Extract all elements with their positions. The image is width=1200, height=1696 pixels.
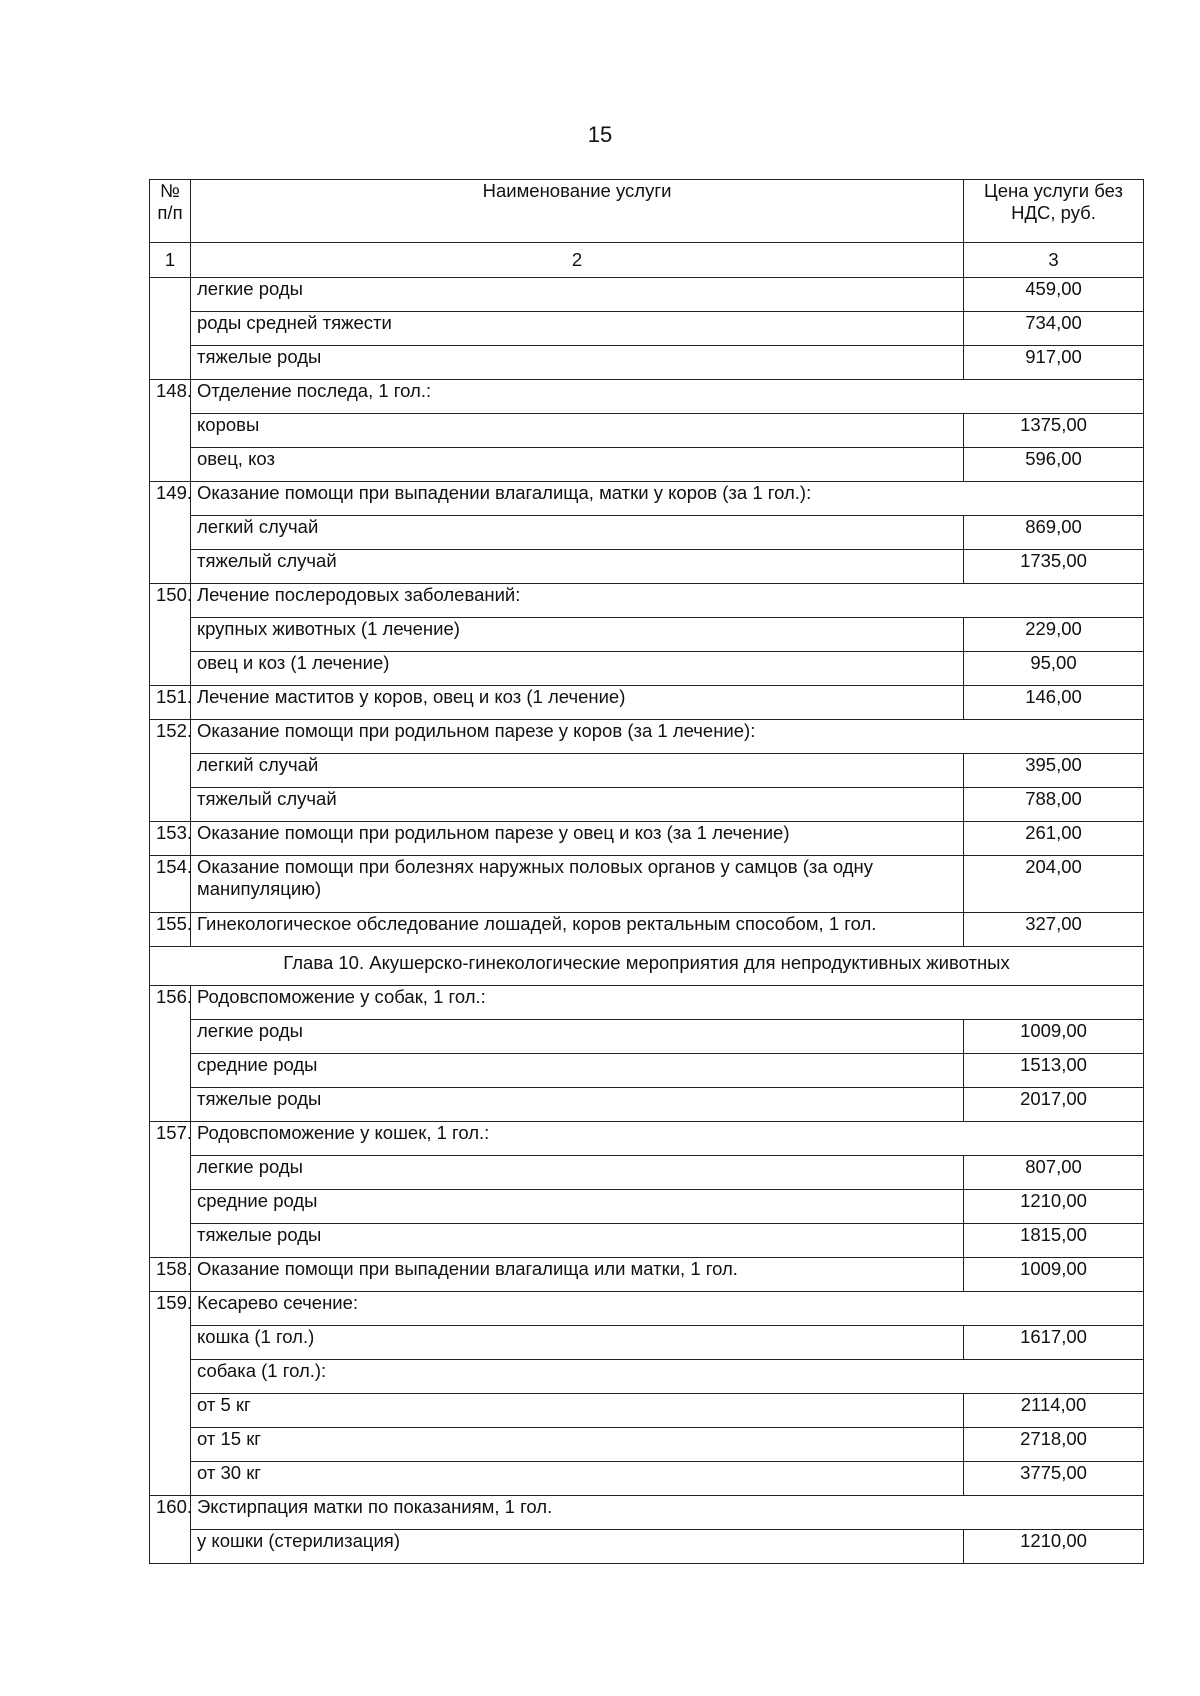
service-price: 229,00: [964, 618, 1144, 652]
row-number: 158.: [150, 1258, 191, 1292]
service-price: 2718,00: [964, 1428, 1144, 1462]
table-row: [150, 1054, 1144, 1088]
service-name: средние роды: [191, 1054, 964, 1088]
service-name: Оказание помощи при выпадении влагалища или матки, 1 гол.: [191, 1258, 964, 1292]
table-row: [150, 720, 1144, 754]
service-name: Оказание помощи при болезнях наружных половых органов у самцов (за одну манипуляцию): [191, 856, 964, 913]
service-name: кошка (1 гол.): [191, 1326, 964, 1360]
chapter-row: [150, 947, 1144, 986]
row-number: 156.: [150, 986, 191, 1122]
table-row: [150, 346, 1144, 380]
table-row: [150, 1428, 1144, 1462]
service-name: овец и коз (1 лечение): [191, 652, 964, 686]
service-name: от 5 кг: [191, 1394, 964, 1428]
table-row: [150, 1530, 1144, 1564]
service-price: 204,00: [964, 856, 1144, 913]
service-name: Отделение последа, 1 гол.:: [191, 380, 1144, 414]
service-name: легкие роды: [191, 1156, 964, 1190]
table-row: [150, 1360, 1144, 1394]
table-row: [150, 448, 1144, 482]
service-name: тяжелый случай: [191, 788, 964, 822]
service-name: овец, коз: [191, 448, 964, 482]
service-name: средние роды: [191, 1190, 964, 1224]
service-name: от 30 кг: [191, 1462, 964, 1496]
service-price: 3775,00: [964, 1462, 1144, 1496]
row-number: 160.: [150, 1496, 191, 1564]
row-number: [150, 278, 191, 380]
service-price: 869,00: [964, 516, 1144, 550]
service-name: тяжелый случай: [191, 550, 964, 584]
table-row: [150, 686, 1144, 720]
service-name: Кесарево сечение:: [191, 1292, 1144, 1326]
row-number: 153.: [150, 822, 191, 856]
table-row: [150, 986, 1144, 1020]
table-row: [150, 1462, 1144, 1496]
table-row: [150, 1190, 1144, 1224]
service-price: 788,00: [964, 788, 1144, 822]
service-name: Лечение маститов у коров, овец и коз (1 лечение): [191, 686, 964, 720]
header-row: [150, 180, 1144, 243]
table-row: [150, 516, 1144, 550]
table-row: [150, 1156, 1144, 1190]
column-index: 2: [191, 243, 964, 278]
table-row: [150, 1292, 1144, 1326]
service-name: Родовспоможение у собак, 1 гол.:: [191, 986, 1144, 1020]
service-price: 917,00: [964, 346, 1144, 380]
table-row: [150, 856, 1144, 913]
table-row: [150, 1394, 1144, 1428]
service-name: у кошки (стерилизация): [191, 1530, 964, 1564]
table-row: [150, 1224, 1144, 1258]
service-name: собака (1 гол.):: [191, 1360, 1144, 1394]
service-price: 395,00: [964, 754, 1144, 788]
service-price: 2114,00: [964, 1394, 1144, 1428]
column-index-row: [150, 243, 1144, 278]
table-row: [150, 1326, 1144, 1360]
service-name: легкие роды: [191, 278, 964, 312]
service-price: 1210,00: [964, 1530, 1144, 1564]
service-name: легкий случай: [191, 516, 964, 550]
service-name: крупных животных (1 лечение): [191, 618, 964, 652]
header-name: Наименование услуги: [191, 180, 964, 243]
row-number: 157.: [150, 1122, 191, 1258]
page-number: 15: [587, 122, 613, 147]
service-price: 734,00: [964, 312, 1144, 346]
service-price: 2017,00: [964, 1088, 1144, 1122]
service-price: 1617,00: [964, 1326, 1144, 1360]
price-table: [149, 179, 1144, 1564]
table-row: [150, 1088, 1144, 1122]
service-price: 1513,00: [964, 1054, 1144, 1088]
table-row: [150, 913, 1144, 947]
service-name: Экстирпация матки по показаниям, 1 гол.: [191, 1496, 1144, 1530]
service-name: Оказание помощи при родильном парезе у овец и коз (за 1 лечение): [191, 822, 964, 856]
table-row: [150, 788, 1144, 822]
service-price: 261,00: [964, 822, 1144, 856]
column-index: 1: [150, 243, 191, 278]
table-row: [150, 1020, 1144, 1054]
row-number: 151.: [150, 686, 191, 720]
row-number: 152.: [150, 720, 191, 822]
chapter-title: Глава 10. Акушерско-гинекологические мероприятия для непродуктивных животных: [150, 947, 1144, 986]
service-name: тяжелые роды: [191, 1224, 964, 1258]
column-index: 3: [964, 243, 1144, 278]
service-price: 1009,00: [964, 1020, 1144, 1054]
table-row: [150, 482, 1144, 516]
table-row: [150, 380, 1144, 414]
service-name: Лечение послеродовых заболеваний:: [191, 584, 1144, 618]
row-number: 148.: [150, 380, 191, 482]
service-name: легкие роды: [191, 1020, 964, 1054]
service-price: 1735,00: [964, 550, 1144, 584]
service-name: тяжелые роды: [191, 346, 964, 380]
service-name: Гинекологическое обследование лошадей, коров ректальным способом, 1 гол.: [191, 913, 964, 947]
service-name: Родовспоможение у кошек, 1 гол.:: [191, 1122, 1144, 1156]
service-price: 807,00: [964, 1156, 1144, 1190]
service-name: Оказание помощи при родильном парезе у коров (за 1 лечение):: [191, 720, 1144, 754]
service-price: 327,00: [964, 913, 1144, 947]
service-name: от 15 кг: [191, 1428, 964, 1462]
table-row: [150, 278, 1144, 312]
service-name: тяжелые роды: [191, 1088, 964, 1122]
service-name: роды средней тяжести: [191, 312, 964, 346]
service-price: 1210,00: [964, 1190, 1144, 1224]
service-price: 1009,00: [964, 1258, 1144, 1292]
table-row: [150, 618, 1144, 652]
row-number: 154.: [150, 856, 191, 913]
row-number: 149.: [150, 482, 191, 584]
table-row: [150, 822, 1144, 856]
table-row: [150, 414, 1144, 448]
service-name: легкий случай: [191, 754, 964, 788]
row-number: 150.: [150, 584, 191, 686]
table-row: [150, 652, 1144, 686]
header-price: Цена услуги без НДС, руб.: [964, 180, 1144, 243]
row-number: 155.: [150, 913, 191, 947]
service-price: 95,00: [964, 652, 1144, 686]
service-price: 596,00: [964, 448, 1144, 482]
table-row: [150, 550, 1144, 584]
table-body: [150, 278, 1144, 1564]
table-row: [150, 1122, 1144, 1156]
table-row: [150, 584, 1144, 618]
table-row: [150, 1258, 1144, 1292]
header-num: № п/п: [150, 180, 191, 243]
service-price: 146,00: [964, 686, 1144, 720]
service-price: 459,00: [964, 278, 1144, 312]
service-price: 1815,00: [964, 1224, 1144, 1258]
row-number: 159.: [150, 1292, 191, 1496]
table-row: [150, 754, 1144, 788]
table-row: [150, 312, 1144, 346]
service-name: коровы: [191, 414, 964, 448]
service-name: Оказание помощи при выпадении влагалища, матки у коров (за 1 гол.):: [191, 482, 1144, 516]
table-row: [150, 1496, 1144, 1530]
service-price: 1375,00: [964, 414, 1144, 448]
